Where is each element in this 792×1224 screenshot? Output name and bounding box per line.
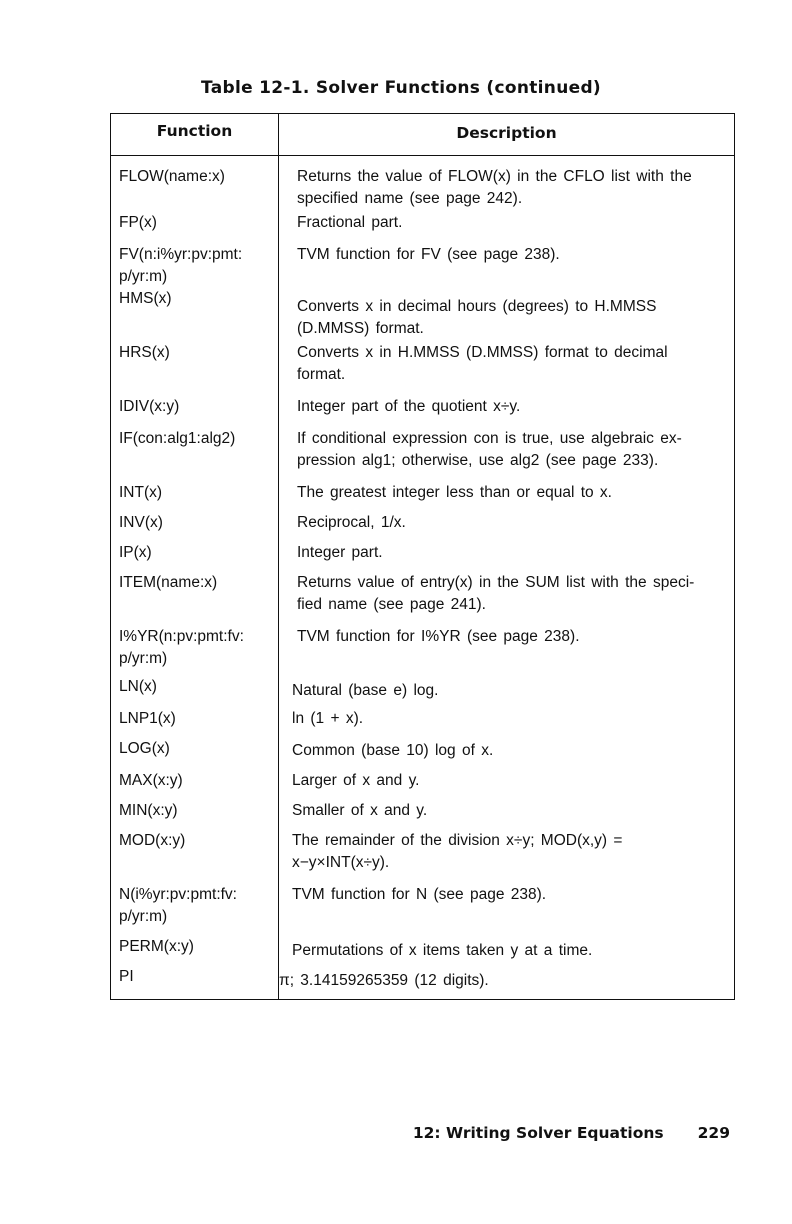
header-function: Function: [156, 122, 233, 140]
description-cell: Fractional part.: [297, 214, 403, 231]
description-cell: Natural (base e) log.: [292, 682, 439, 699]
page-number: 229: [697, 1124, 730, 1142]
description-cell: Returns the value of FLOW(x) in the CFLO list with the specified name (see page 242).: [297, 168, 692, 207]
description-cell: Smaller of x and y.: [292, 802, 428, 819]
function-cell: IDIV(x:y): [119, 398, 180, 415]
function-cell: INV(x): [119, 514, 163, 531]
function-cell: FLOW(name:x): [119, 168, 225, 185]
description-cell: Permutations of x items taken y at a time.: [292, 942, 593, 959]
function-cell: FV(n:i%yr:pv:pmt: p/yr:m): [119, 246, 243, 285]
description-cell: TVM function for FV (see page 238).: [297, 246, 560, 263]
table-title: Table 12-1. Solver Functions (continued): [201, 78, 601, 98]
function-cell: LOG(x): [119, 740, 170, 757]
function-cell: MAX(x:y): [119, 772, 183, 789]
description-cell: TVM function for I%YR (see page 238).: [297, 628, 580, 645]
description-cell: ln (1 + x).: [292, 710, 364, 727]
function-cell: PERM(x:y): [119, 938, 194, 955]
function-cell: HMS(x): [119, 290, 172, 307]
function-cell: IF(con:alg1:alg2): [119, 430, 236, 447]
function-cell: I%YR(n:pv:pmt:fv: p/yr:m): [119, 628, 244, 667]
description-cell: The remainder of the division x÷y; MOD(x,y) = x−y×INT(x÷y).: [292, 832, 623, 871]
solver-functions-table: [110, 113, 735, 1000]
description-cell: If conditional expression con is true, use algebraic ex- pression alg1; otherwise, use alg2 (see page 233).: [297, 430, 682, 469]
header-description: Description: [456, 124, 557, 142]
description-cell: Common (base 10) log of x.: [292, 742, 494, 759]
description-cell: The greatest integer less than or equal to x.: [297, 484, 612, 501]
function-cell: INT(x): [119, 484, 163, 501]
function-cell: MIN(x:y): [119, 802, 178, 819]
description-cell: Converts x in decimal hours (degrees) to H.MMSS (D.MMSS) format.: [297, 298, 657, 337]
chapter-title: 12: Writing Solver Equations: [412, 1124, 664, 1142]
function-cell: LNP1(x): [119, 710, 176, 727]
description-cell: Larger of x and y.: [292, 772, 420, 789]
function-cell: HRS(x): [119, 344, 170, 361]
description-cell: Converts x in H.MMSS (D.MMSS) format to decimal format.: [297, 344, 668, 383]
function-cell: ITEM(name:x): [119, 574, 218, 591]
function-cell: MOD(x:y): [119, 832, 186, 849]
function-cell: N(i%yr:pv:pmt:fv: p/yr:m): [119, 886, 237, 925]
description-cell: Reciprocal, 1/x.: [297, 514, 406, 531]
table-header-row: [111, 114, 734, 156]
description-cell: Returns value of entry(x) in the SUM list with the speci- fied name (see page 241).: [297, 574, 695, 613]
function-cell: FP(x): [119, 214, 157, 231]
description-cell: Integer part of the quotient x÷y.: [297, 398, 521, 415]
description-cell: Integer part.: [297, 544, 383, 561]
description-cell: TVM function for N (see page 238).: [292, 886, 547, 903]
column-divider: [278, 114, 279, 999]
description-cell: π; 3.14159265359 (12 digits).: [279, 972, 489, 989]
page-footer: [413, 1124, 730, 1142]
function-cell: LN(x): [119, 678, 157, 695]
function-cell: IP(x): [119, 544, 152, 561]
function-cell: PI: [119, 968, 134, 985]
